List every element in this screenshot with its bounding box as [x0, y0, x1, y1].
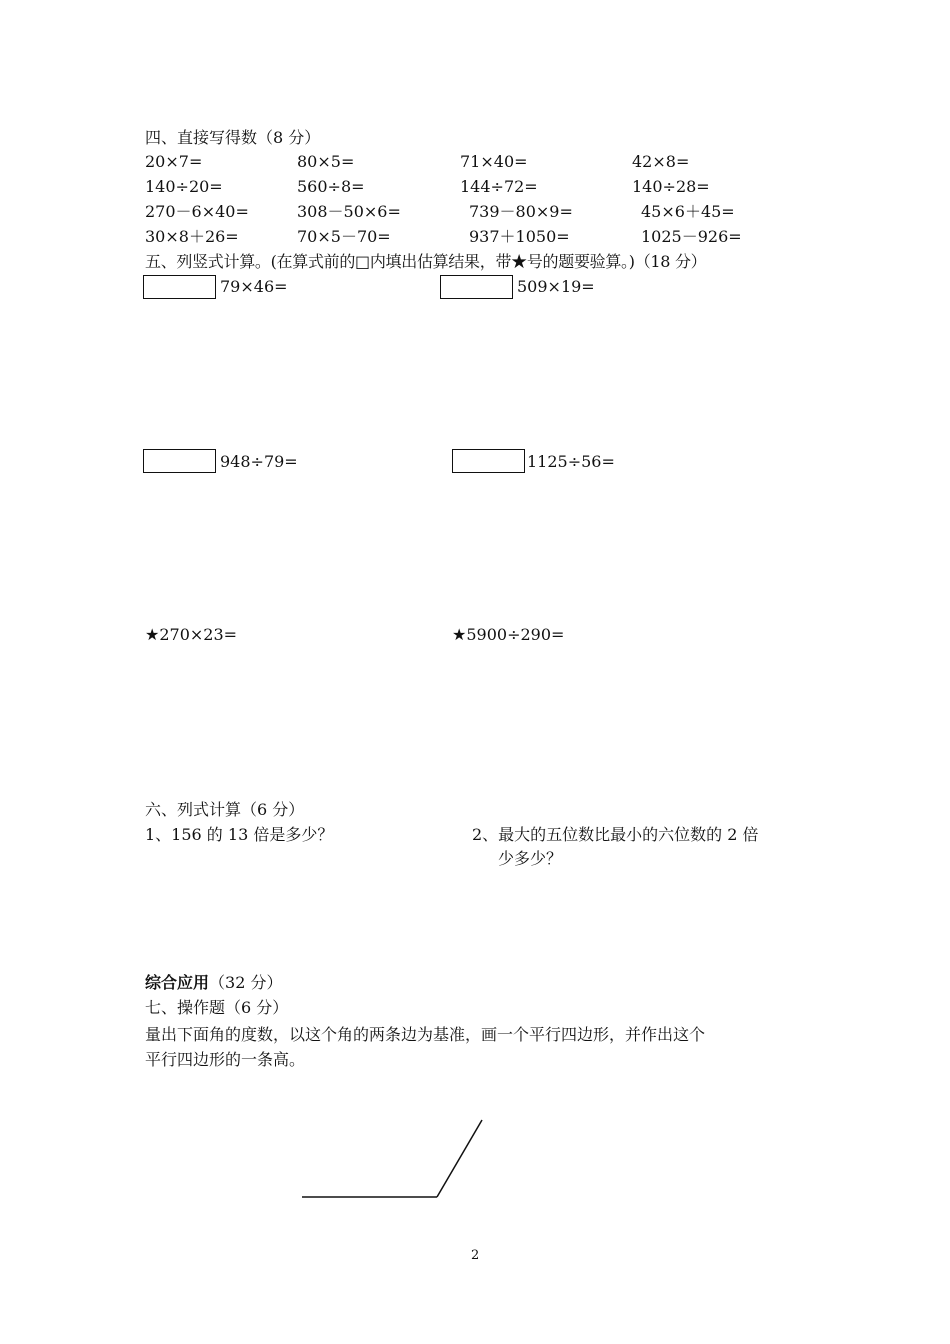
section5-title: 五、列竖式计算。(在算式前的□内填出估算结果，带★号的题要验算。)（18 分） [145, 252, 707, 271]
problem-6-starred: ★5900÷290= [452, 625, 565, 644]
problem-3: 948÷79= [220, 452, 298, 471]
section4-title: 四、直接写得数（8 分） [145, 128, 321, 147]
section7-instruction-line2: 平行四边形的一条高。 [145, 1050, 306, 1069]
calc-r4-c1: 30×8＋26= [145, 227, 239, 246]
calc-r2-c4: 140÷28= [632, 177, 710, 196]
calc-r3-c4: 45×6＋45= [641, 202, 735, 221]
problem-5-starred: ★270×23= [145, 625, 238, 644]
calc-r4-c4: 1025－926= [641, 227, 742, 246]
calc-r3-c2: 308－50×6= [297, 202, 401, 221]
section6-question-1: 1、156 的 13 倍是多少？ [145, 825, 334, 844]
calc-r3-c1: 270－6×40= [145, 202, 249, 221]
calc-r4-c2: 70×5－70= [297, 227, 391, 246]
problem-2: 509×19= [517, 277, 595, 296]
calc-r4-c3: 937＋1050= [469, 227, 570, 246]
section-application-score: （32 分） [209, 973, 283, 992]
calc-r1-c3: 71×40= [460, 152, 528, 171]
section7-instruction-line1: 量出下面角的度数，以这个角的两条边为基准，画一个平行四边形，并作出这个 [145, 1025, 706, 1044]
section6-question-2-line2: 少多少？ [498, 849, 563, 868]
problem-1: 79×46= [220, 277, 288, 296]
calc-r3-c3: 739－80×9= [469, 202, 573, 221]
calc-r2-c3: 144÷72= [460, 177, 538, 196]
calc-r2-c1: 140÷20= [145, 177, 223, 196]
angle-slanted-side [437, 1120, 482, 1197]
page-number: 2 [471, 1248, 480, 1263]
section-application-title-bold: 综合应用 [145, 973, 210, 992]
calc-r2-c2: 560÷8= [297, 177, 365, 196]
section7-title: 七、操作题（6 分） [145, 998, 289, 1017]
problem-4: 1125÷56= [527, 452, 615, 471]
calc-r1-c1: 20×7= [145, 152, 203, 171]
section6-question-2-line1: 2、最大的五位数比最小的六位数的 2 倍 [472, 825, 759, 844]
calc-r1-c2: 80×5= [297, 152, 355, 171]
calc-r1-c4: 42×8= [632, 152, 690, 171]
section6-title: 六、列式计算（6 分） [145, 800, 305, 819]
